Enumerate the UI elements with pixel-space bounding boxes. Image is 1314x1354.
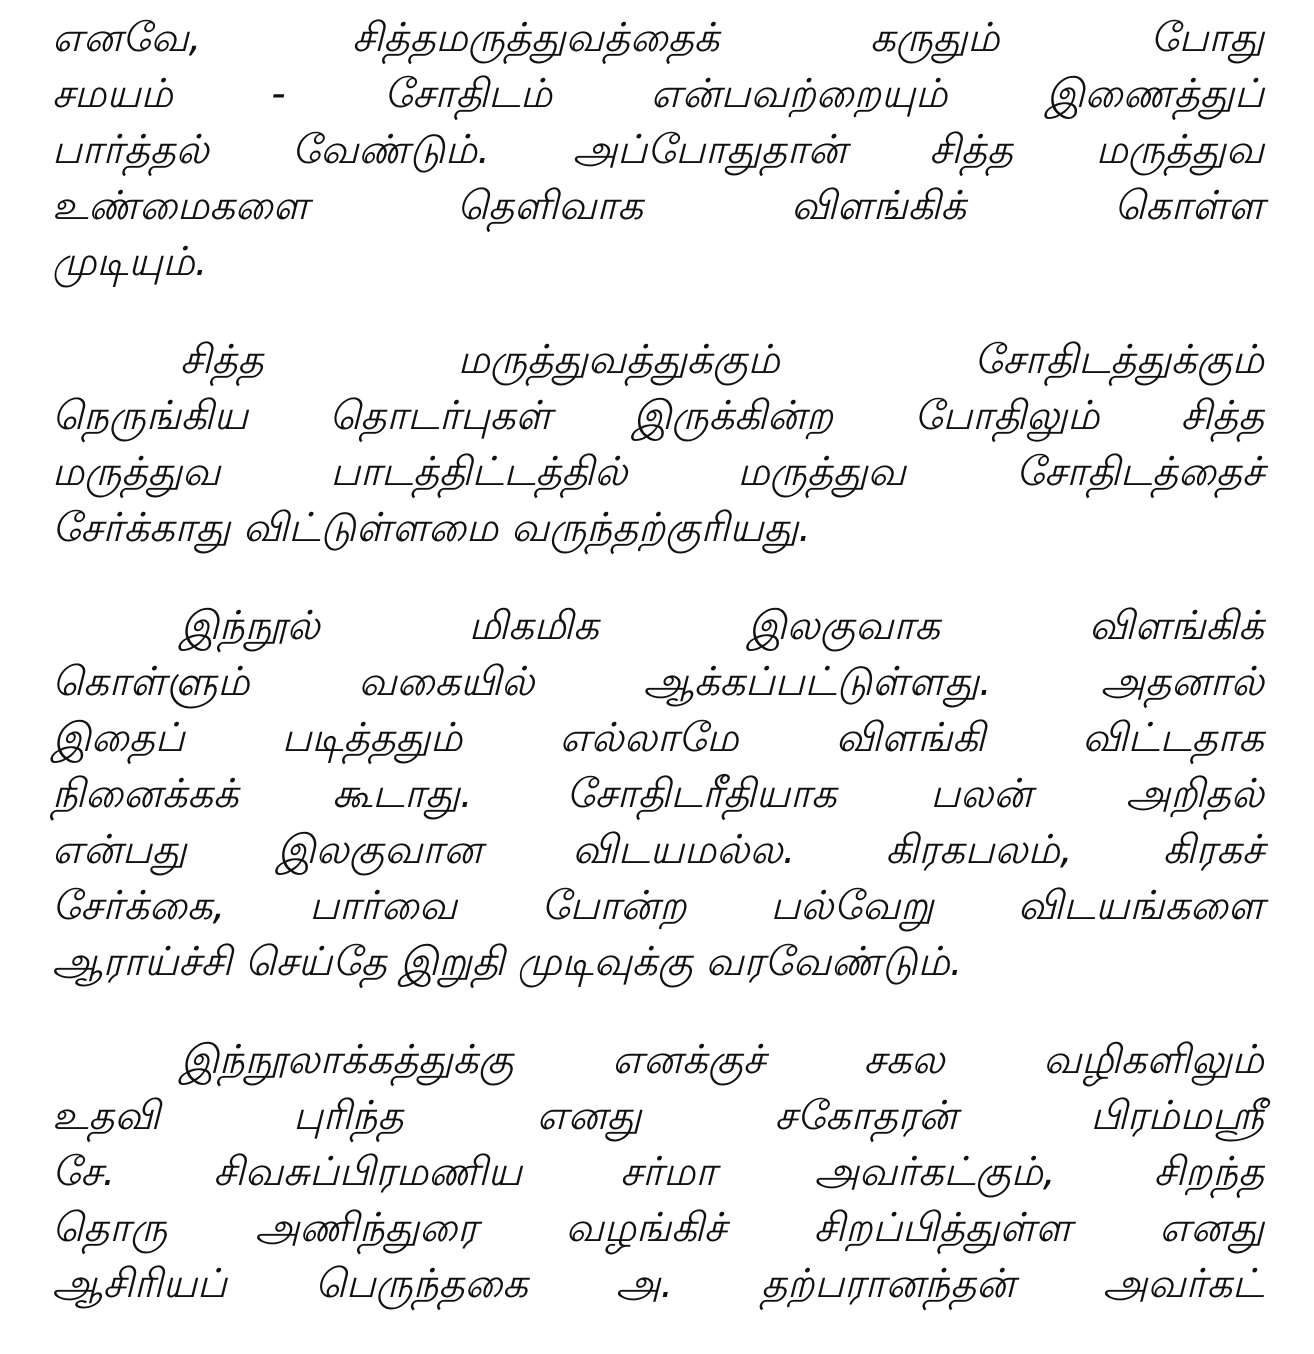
paragraph-2: [52, 332, 1264, 556]
text-line: ஆசிரியப் பெருந்தகை அ. தற்பரானந்தன் அவர்கட்: [52, 1261, 1264, 1307]
text-line: தொரு அணிந்துரை வழங்கிச் சிறப்பித்துள்ள எனது: [52, 1205, 1264, 1251]
text-line: சே. சிவசுப்பிரமணிய சர்மா அவர்கட்கும், சிறந்த: [52, 1149, 1264, 1195]
paragraph-1: [52, 10, 1264, 290]
text-line: இந்நூல் மிகமிக இலகுவாக விளங்கிக்: [180, 603, 1264, 649]
text-line: ஆராய்ச்சி செய்தே இறுதி முடிவுக்கு வரவேண்டும்.: [52, 939, 963, 985]
text-line: பார்த்தல் வேண்டும். அப்போதுதான் சித்த மருத்துவ: [52, 127, 1264, 173]
text-line: நினைக்கக் கூடாது. சோதிடரீதியாக பலன் அறிதல்: [52, 771, 1264, 817]
text-line: உதவி புரிந்த எனது சகோதரன் பிரம்மஸ்ரீ: [52, 1093, 1264, 1139]
paragraph-3: [52, 598, 1264, 990]
document-page: [52, 10, 1264, 1354]
text-line: கொள்ளும் வகையில் ஆக்கப்பட்டுள்ளது. அதனால்: [52, 659, 1264, 705]
paragraph-4: [52, 1032, 1264, 1312]
text-line: சமயம் - சோதிடம் என்பவற்றையும் இணைத்துப்: [52, 71, 1264, 117]
text-line: சேர்க்காது விட்டுள்ளமை வருந்தற்குரியது.: [52, 505, 812, 551]
text-line: எனவே, சித்தமருத்துவத்தைக் கருதும் போது: [52, 15, 1264, 61]
text-line: இதைப் படித்ததும் எல்லாமே விளங்கி விட்டதாக: [52, 715, 1264, 761]
text-line: என்பது இலகுவான விடயமல்ல. கிரகபலம், கிரகச்: [52, 827, 1264, 873]
text-line: சேர்க்கை, பார்வை போன்ற பல்வேறு விடயங்களை: [52, 883, 1264, 929]
text-line: இந்நூலாக்கத்துக்கு எனக்குச் சகல வழிகளிலும்: [180, 1037, 1264, 1083]
text-line: மருத்துவ பாடத்திட்டத்தில் மருத்துவ சோதிடத்தைச்: [52, 449, 1264, 495]
text-line: நெருங்கிய தொடர்புகள் இருக்கின்ற போதிலும் சித்த: [52, 393, 1264, 439]
text-line: சித்த மருத்துவத்துக்கும் சோதிடத்துக்கும்: [180, 337, 1264, 383]
text-line: உண்மைகளை தெளிவாக விளங்கிக் கொள்ள: [52, 183, 1264, 229]
text-line: முடியும்.: [52, 239, 208, 285]
